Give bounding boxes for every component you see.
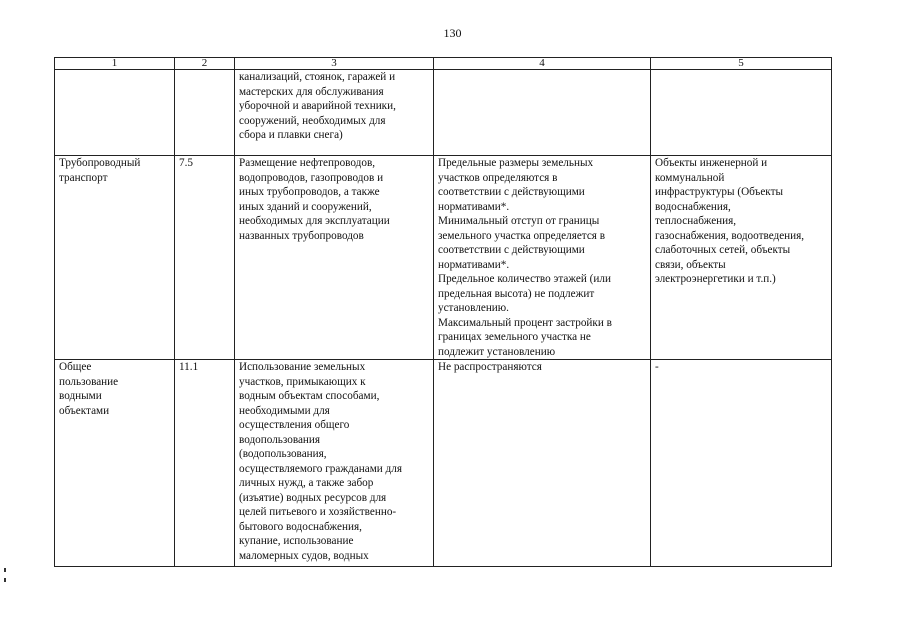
cell-text-line: сбора и плавки снега): [239, 129, 343, 141]
cell-text-line: соответствии с действующими: [438, 244, 585, 256]
use-type-code: [175, 360, 235, 567]
cell-text-line: уборочной и аварийной техники,: [239, 100, 396, 112]
cell-text-line: участков, примыкающих к: [239, 375, 366, 388]
cell-text-line: Предельное количество этажей (или: [438, 273, 611, 285]
use-type-name: [55, 70, 175, 156]
cell-text-line: водными: [59, 390, 102, 402]
cell-text-line: границах земельного участка не: [438, 331, 591, 343]
parameters-cell: [434, 70, 651, 156]
cell-text-line: названных трубопроводов: [239, 229, 364, 242]
cell-text-line: (изъятие) водных ресурсов для: [239, 491, 387, 504]
related-objects-cell: [651, 360, 832, 567]
cell-text-line: иных зданий и сооружений,: [239, 200, 372, 213]
cell-text-line: водопользования: [239, 433, 321, 446]
cell-text-line: Предельные размеры земельных: [438, 157, 594, 169]
scan-edge-mark: [4, 578, 6, 582]
cell-text-line: установлению.: [438, 302, 509, 314]
scan-edge-mark: [4, 568, 6, 572]
cell-text-line: Размещение нефтепроводов,: [239, 157, 376, 169]
cell-text-line: 11.1: [179, 361, 199, 373]
cell-text-line: Не распространяются: [438, 361, 542, 373]
cell-text-line: купание, использование: [239, 535, 354, 547]
cell-text-line: 7.5: [179, 157, 193, 169]
cell-text-line: объектами: [59, 404, 110, 417]
cell-text-line: нормативами*.: [438, 200, 510, 213]
cell-text-line: водопроводов, газопроводов и: [239, 171, 384, 184]
cell-text-line: (водопользования,: [239, 448, 327, 460]
cell-text-line: слаботочных сетей, объекты: [655, 244, 791, 256]
cell-text-line: газоснабжения, водоотведения,: [655, 229, 805, 242]
cell-text-line: водным объектам способами,: [239, 390, 380, 402]
cell-text-line: Максимальный процент застройки в: [438, 316, 612, 329]
cell-text-line: связи, объекты: [655, 258, 726, 271]
use-type-description: [235, 156, 434, 360]
cell-text-line: канализаций, стоянок, гаражей и: [239, 71, 396, 83]
table-row: [55, 360, 832, 567]
cell-text-line: инфраструктуры (Объекты: [655, 186, 784, 198]
cell-text-line: водоснабжения,: [655, 200, 731, 213]
cell-text-line: мастерских для обслуживания: [239, 85, 384, 98]
related-objects-cell: [651, 156, 832, 360]
parameters-cell: [434, 156, 651, 360]
column-number: 5: [651, 58, 832, 70]
cell-text-line: Общее: [59, 361, 92, 373]
use-type-name: [55, 156, 175, 360]
column-number: 4: [434, 58, 651, 70]
cell-text-line: предельная высота) не подлежит: [438, 287, 595, 300]
cell-text-line: Минимальный отступ от границы: [438, 215, 600, 227]
column-number: 2: [175, 58, 235, 70]
use-type-code: [175, 70, 235, 156]
use-type-description: [235, 70, 434, 156]
cell-text-line: маломерных судов, водных: [239, 549, 369, 562]
cell-text-line: бытового водоснабжения,: [239, 520, 362, 533]
cell-text-line: транспорт: [59, 171, 108, 184]
column-number-row: [55, 58, 832, 70]
table-row: [55, 156, 832, 360]
column-number: 1: [55, 58, 175, 70]
related-objects-cell: [651, 70, 832, 156]
cell-text-line: осуществления общего: [239, 419, 350, 431]
cell-text-line: необходимых для эксплуатации: [239, 215, 390, 227]
cell-text-line: иных трубопроводов, а также: [239, 186, 380, 198]
land-use-table: [54, 57, 832, 567]
cell-text-line: целей питьевого и хозяйственно-: [239, 506, 397, 518]
use-type-description: [235, 360, 434, 567]
cell-text-line: подлежит установлению: [438, 345, 556, 358]
cell-text-line: осуществляемого гражданами для: [239, 462, 402, 475]
cell-text-line: пользование: [59, 375, 119, 388]
page-number: 130: [443, 26, 462, 40]
cell-text-line: теплоснабжения,: [655, 215, 737, 227]
cell-text-line: участков определяются в: [438, 171, 558, 184]
cell-text-line: Использование земельных: [239, 361, 366, 373]
parameters-cell: [434, 360, 651, 567]
cell-text-line: соответствии с действующими: [438, 186, 585, 198]
cell-text-line: необходимыми для: [239, 404, 330, 417]
cell-text-line: -: [655, 361, 659, 373]
cell-text-line: коммунальной: [655, 171, 725, 184]
use-type-name: [55, 360, 175, 567]
cell-text-line: земельного участка определяется в: [438, 229, 606, 242]
cell-text-line: Трубопроводный: [59, 157, 141, 169]
cell-text-line: электроэнергетики и т.п.): [655, 273, 776, 285]
column-number: 3: [235, 58, 434, 70]
use-type-code: [175, 156, 235, 360]
cell-text-line: нормативами*.: [438, 258, 510, 271]
table-row: [55, 70, 832, 156]
cell-text-line: сооружений, необходимых для: [239, 114, 386, 127]
cell-text-line: Объекты инженерной и: [655, 157, 768, 169]
cell-text-line: личных нужд, а также забор: [239, 477, 374, 489]
